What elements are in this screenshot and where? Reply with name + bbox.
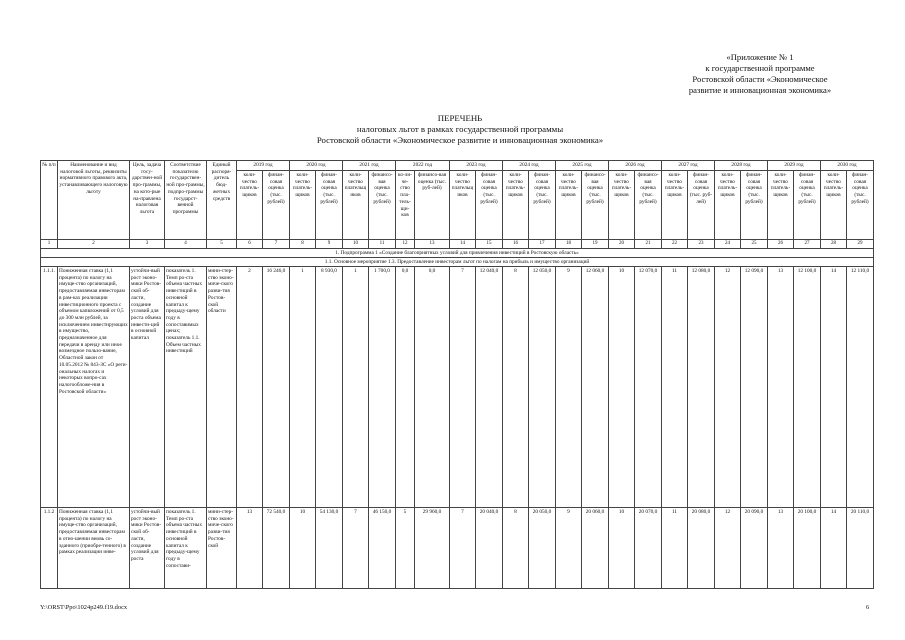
cell-payers-count: 1	[343, 267, 369, 508]
cell-financial-estimate: 12 100,0	[794, 267, 821, 508]
document-title	[180, 113, 740, 146]
file-path: Y:\ORST\Ppo\1024p249.f19.docx	[40, 604, 128, 611]
cell-payers-count: 8	[503, 267, 529, 508]
column-number: 18	[556, 240, 582, 249]
header-financial-estimate: финан-совая оценка (тыс. рублей)	[847, 171, 874, 240]
cell-payers-count: 13	[768, 508, 794, 589]
column-number: 27	[794, 240, 821, 249]
cell-payers-count: 7	[343, 508, 369, 589]
cell-payers-count: 9	[556, 508, 582, 589]
header-payers-count: коли-чество платель-щиков	[237, 171, 263, 240]
cell-payers-count: 1	[290, 267, 316, 508]
cell-payers-count: 10	[290, 508, 316, 589]
cell-financial-estimate: 12 110,0	[847, 267, 874, 508]
column-number: 20	[609, 240, 635, 249]
cell-financial-estimate: 12 070,0	[635, 267, 662, 508]
header-year: 2028 год	[715, 161, 768, 171]
header-payers-count: коли-чество платель-щиков	[609, 171, 635, 240]
column-number: 10	[343, 240, 369, 249]
column-number: 6	[237, 240, 263, 249]
column-number: 12	[396, 240, 415, 249]
header-payers-count: ко-ли-че-ство пла-тель-щи-ков	[396, 171, 415, 240]
cell-payers-count: 11	[662, 508, 688, 589]
header-payers-count: коли-чество платель-щиков	[290, 171, 316, 240]
cell-financial-estimate: 0,0	[415, 267, 450, 508]
column-number: 22	[662, 240, 688, 249]
cell-payers-count: 13	[237, 508, 263, 589]
header-financial-estimate: финан-совая оценка (тыс. рублей)	[741, 171, 768, 240]
header-payers-count: коли-чество плательщиков	[450, 171, 476, 240]
cell-financial-estimate: 20 050,0	[529, 508, 556, 589]
page-number: 6	[866, 604, 870, 611]
cell-financial-estimate: 20 080,0	[688, 508, 715, 589]
column-number: 21	[635, 240, 662, 249]
header-year: 2021 год	[343, 161, 396, 171]
header-financial-estimate: финан-совая оценка (тыс. рублей)	[263, 171, 290, 240]
row-indicator: показатель 1. Темп ро-ста объема частных инвестиций в основной капитал к предыду-щему году в сопоставимых ценах; показатель 1.1. Объем частных инвестиций	[165, 267, 207, 508]
title-line: ПЕРЕЧЕНЬ	[437, 113, 483, 123]
cell-financial-estimate: 12 050,0	[529, 267, 556, 508]
column-number: 29	[847, 240, 874, 249]
column-number: 5	[207, 240, 237, 249]
cell-financial-estimate: 8 930,0	[316, 267, 343, 508]
column-number: 1	[41, 240, 58, 249]
header-name: Наименование и вид налоговой льготы, реквизиты нормативного правового акта, устанавливающего налоговую льготу	[58, 161, 130, 240]
header-financial-estimate: финан-совая оценка (тыс. рублей)	[529, 171, 556, 240]
header-payers-count: коли-чество платель-щиков	[768, 171, 794, 240]
subprogram-title: 1. Подпрограмма 1 «Создание благоприятных условий для привлечения инвестиций в Ростовскую область»	[41, 249, 874, 258]
header-payers-count: коли-чество платель-щиков	[503, 171, 529, 240]
header-indicator: Соответствие показателю государствен-ной про-граммы, подпро-граммы государст-венной программы	[165, 161, 207, 240]
cell-payers-count: 10	[609, 508, 635, 589]
column-number: 15	[476, 240, 503, 249]
appendix-line: к государственной программе	[705, 63, 815, 73]
row-number: 1.1.2	[41, 508, 58, 589]
row-budget-manager: мини-стер-ство эконо-миче-ского разви-тия Ростов-ской области	[207, 267, 237, 508]
subprogram-row	[41, 249, 874, 258]
column-number: 9	[316, 240, 343, 249]
column-number: 28	[821, 240, 847, 249]
row-benefit-name: Пониженная ставка (1,1 процента) по налогу на имуще-ство организаций, предоставляемая инвесторам в рам-ках реализации инвестиционного проекта с объемом капвложений от 0,5 до 300 млн рублей, за исключением инвестирующих в имущество, предназначенное для передачи в аренду или иное возмездное пользо-вание, Областной закон от 10.05.2012 № 843-ЗС «О реги-ональных налогах и некоторых вопро-сах налогообложе-ния в Ростовской области»	[58, 267, 130, 508]
column-number: 14	[450, 240, 476, 249]
header-year: 2027 год	[662, 161, 715, 171]
header-financial-estimate: финансо-вая оценка (тыс. руб-лей)	[415, 171, 450, 240]
header-year: 2022 год	[396, 161, 450, 171]
cell-payers-count: 14	[821, 508, 847, 589]
cell-financial-estimate: 20 100,0	[794, 508, 821, 589]
table-row	[41, 267, 874, 508]
cell-financial-estimate: 20 060,0	[582, 508, 609, 589]
cell-payers-count: 2	[237, 267, 263, 508]
cell-payers-count: 12	[715, 508, 741, 589]
column-number: 4	[165, 240, 207, 249]
header-num: № п/п	[41, 161, 58, 240]
header-year: 2029 год	[768, 161, 821, 171]
cell-financial-estimate: 1 700,0	[369, 267, 396, 508]
column-number: 26	[768, 240, 794, 249]
header-year: 2024 год	[503, 161, 556, 171]
header-year: 2025 год	[556, 161, 609, 171]
column-number: 25	[741, 240, 768, 249]
row-goal: устойчи-вый рост эконо-мики Ростов-ской об-ласти, создание условий для роста объема инвести-ций в основной капитал	[130, 267, 165, 508]
column-number: 23	[688, 240, 715, 249]
header-financial-estimate: финансо-вая оценка (тыс. рублей)	[369, 171, 396, 240]
header-payers-count: коли-чество платель-щиков	[556, 171, 582, 240]
cell-payers-count: 13	[768, 267, 794, 508]
table-body	[41, 161, 874, 589]
cell-financial-estimate: 20 040,0	[476, 508, 503, 589]
header-goal: Цель, задача госу-дарствен-ной про-граммы, на кото-рые на-правлена налоговая льгота	[130, 161, 165, 240]
column-number: 13	[415, 240, 450, 249]
column-number: 8	[290, 240, 316, 249]
cell-payers-count: 14	[821, 267, 847, 508]
cell-financial-estimate: 46 150,0	[369, 508, 396, 589]
title-line: Ростовской области «Экономическое развитие и инновационная экономика»	[316, 135, 604, 145]
title-line: налоговых льгот в рамках государственной программы	[356, 124, 564, 134]
header-year: 2030 год	[821, 161, 874, 171]
appendix-line: Ростовской области «Экономическое	[692, 74, 828, 84]
header-year: 2026 год	[609, 161, 662, 171]
row-indicator: показатель 1. Темп ро-ста объема частных инвестиций в основной капитал к предыду-щему году в сопостави-	[165, 508, 207, 589]
column-number: 24	[715, 240, 741, 249]
header-financial-estimate: финан-совая оценка (тыс. рублей)	[316, 171, 343, 240]
header-payers-count: коли-чество платель-щиков	[821, 171, 847, 240]
cell-payers-count: 9	[556, 267, 582, 508]
cell-payers-count: 0,0	[396, 267, 415, 508]
cell-financial-estimate: 20 070,0	[635, 508, 662, 589]
header-financial-estimate: финан-совая оценка (тыс. рублей)	[794, 171, 821, 240]
row-budget-manager: мини-стер-ство эконо-миче-ского разви-тия Ростов-ской	[207, 508, 237, 589]
cell-financial-estimate: 54 130,0	[316, 508, 343, 589]
cell-payers-count: 11	[662, 267, 688, 508]
cell-financial-estimate: 29 960,0	[415, 508, 450, 589]
cell-payers-count: 12	[715, 267, 741, 508]
column-numbers-row	[41, 240, 874, 249]
column-number: 11	[369, 240, 396, 249]
cell-payers-count: 10	[609, 267, 635, 508]
table-row	[41, 508, 874, 589]
header-year: 2019 год	[237, 161, 290, 171]
cell-financial-estimate: 16 246,0	[263, 267, 290, 508]
column-number: 7	[263, 240, 290, 249]
row-goal: устойчи-вый рост эконо-мики Ростов-ской об-ласти, создание условий для роста	[130, 508, 165, 589]
appendix-line: развитие и инновационная экономика»	[688, 85, 832, 95]
cell-financial-estimate: 20 110,0	[847, 508, 874, 589]
measure-row	[41, 258, 874, 267]
cell-payers-count: 7	[450, 508, 476, 589]
column-number: 19	[582, 240, 609, 249]
cell-financial-estimate: 20 090,0	[741, 508, 768, 589]
appendix-line: «Приложение № 1	[726, 52, 794, 62]
header-financial-estimate: финан-совая оценка (тыс. рублей)	[476, 171, 503, 240]
header-year: 2020 год	[290, 161, 343, 171]
header-financial-estimate: финан-совая оценка (тыс. руб-лей)	[688, 171, 715, 240]
header-payers-count: коли-чество платель-щиков	[662, 171, 688, 240]
cell-payers-count: 5	[396, 508, 415, 589]
header-year: 2023 год	[450, 161, 503, 171]
column-number: 16	[503, 240, 529, 249]
cell-payers-count: 7	[450, 267, 476, 508]
column-number: 3	[130, 240, 165, 249]
column-number: 2	[58, 240, 130, 249]
tax-benefits-table	[40, 160, 874, 589]
row-number: 1.1.1.	[41, 267, 58, 508]
header-payers-count: коли-чество платель-щиков	[715, 171, 741, 240]
cell-financial-estimate: 12 090,0	[741, 267, 768, 508]
cell-payers-count: 8	[503, 508, 529, 589]
cell-financial-estimate: 72 540,0	[263, 508, 290, 589]
header-payers-count: коли-чество плательщиков	[343, 171, 369, 240]
cell-financial-estimate: 12 080,0	[688, 267, 715, 508]
header-row-years	[41, 161, 874, 171]
cell-financial-estimate: 12 040,0	[476, 267, 503, 508]
row-benefit-name: Пониженная ставка (1,1 процента) по налогу на имуще-ство организаций, предоставляемая инвесторам в отно-шении вновь со-зданного (приобре-тенного) в рамках реализации инве-	[58, 508, 130, 589]
header-sender: Единый распоря-дитель бюд-жетных средств	[207, 161, 237, 240]
header-financial-estimate: финансо-вая оценка (тыс. рублей)	[635, 171, 662, 240]
appendix-caption	[630, 52, 890, 96]
header-financial-estimate: финансо-вая оценка (тыс. рублей)	[582, 171, 609, 240]
cell-financial-estimate: 12 060,0	[582, 267, 609, 508]
measure-title: 1.1. Основное мероприятие 1.3. Предоставление инвесторам льгот по налогам на прибыль и имущество организаций	[41, 258, 874, 267]
column-number: 17	[529, 240, 556, 249]
